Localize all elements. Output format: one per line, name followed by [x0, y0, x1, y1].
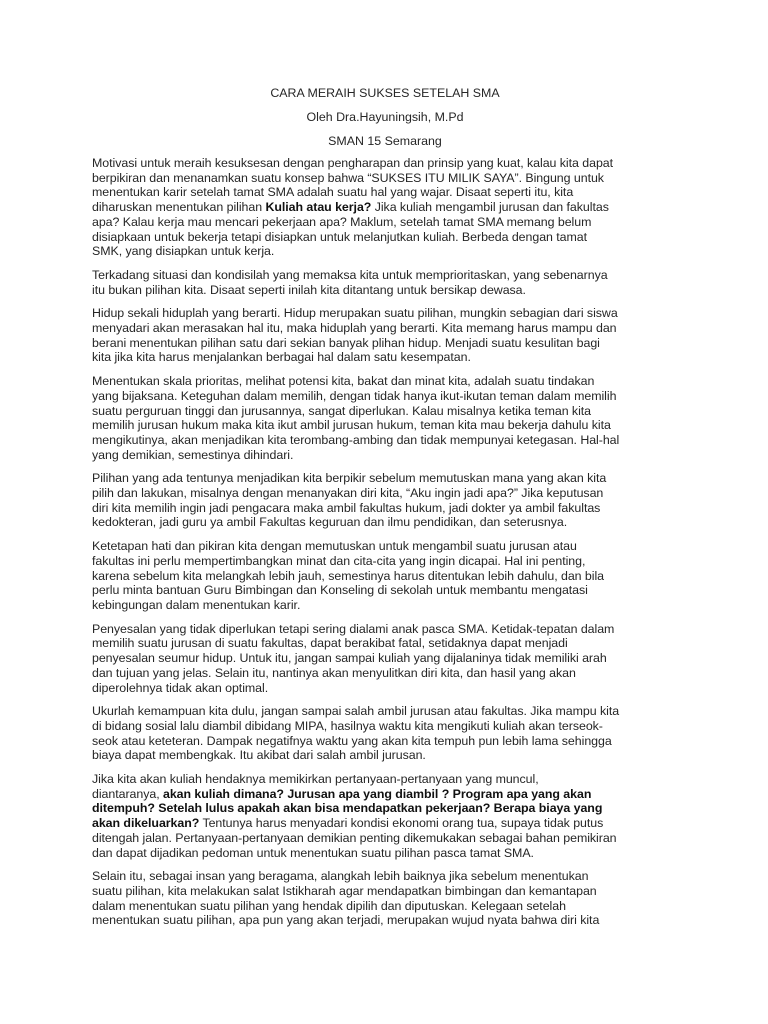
document-title: CARA MERAIH SUKSES SETELAH SMA	[270, 86, 500, 100]
document-page	[92, 86, 678, 937]
paragraph-text: Hidup sekali hiduplah yang berarti. Hidup merupakan suatu pilihan, mungkin sebagian dari siswa menyadari akan merasakan hal itu, maka hiduplah yang berarti. Kita memang harus mampu dan berani menentukan pilihan satu dari sekian banyak plihan hidup. Menjadi suatu kesulitan bagi kita jika kita harus menjalankan berbagai hal dalam satu kesempatan.	[92, 306, 618, 365]
bold-text: Kuliah atau kerja?	[265, 200, 372, 215]
paragraph	[92, 374, 678, 462]
paragraph	[92, 772, 678, 860]
paragraph-text: Terkadang situasi dan kondisilah yang memaksa kita untuk memprioritaskan, yang sebenarnya itu bukan pilihan kita. Disaat seperti inilah kita ditantang untuk bersikap dewasa.	[92, 267, 608, 297]
bold-text: akan kuliah dimana? Jurusan apa yang diambil ? Program apa yang akan ditempuh? Setelah lulus apakah akan bisa mendapatkan pekerjaan? Berapa biaya yang akan dikeluarkan?	[92, 786, 603, 831]
document-body	[92, 156, 678, 928]
paragraph	[92, 622, 678, 696]
document-author: Oleh Dra.Hayuningsih, M.Pd	[306, 110, 464, 124]
paragraph-text: Ketetapan hati dan pikiran kita dengan memutuskan untuk mengambil suatu jurusan atau fakultas ini perlu mempertimbangkan minat dan cita-cita yang ingin dicapai. Hal ini penting, karena sebelum kita melangkah lebih jauh, semestinya harus ditentukan lebih dahulu, dan bila perlu minta bantuan Guru Bimbingan dan Konseling di sekolah untuk membantu mengatasi kebingungan dalam menentukan karir.	[92, 539, 605, 612]
paragraph-text: Penyesalan yang tidak diperlukan tetapi sering dialami anak pasca SMA. Ketidak-tepatan dalam memilih suatu jurusan di suatu fakultas, dapat berakibat fatal, setidaknya dapat menjadi penyesalan seumur hidup. Untuk itu, jangan sampai kuliah yang dijalaninya tidak memiliki arah dan tujuan yang jelas. Selain itu, nantinya akan menyulitkan diri kita, dan hasil yang akan diperolehnya tidak akan optimal.	[92, 621, 615, 695]
paragraph	[92, 539, 678, 613]
paragraph	[92, 156, 678, 259]
paragraph-text: Ukurlah kemampuan kita dulu, jangan sampai salah ambil jurusan atau fakultas. Jika mampu kita di bidang sosial lalu diambil dibidang MIPA, hasilnya waktu kita mengikuti kuliah akan terseok- seok atau keteteran. Dampak negatifnya waktu yang akan kita tempuh pun lebih lama sehingga biaya dapat membengkak. Itu akibat dari salah ambil jurusan.	[92, 704, 620, 763]
paragraph-text: Menentukan skala prioritas, melihat potensi kita, bakat dan minat kita, adalah suatu tindakan yang bijaksana. Keteguhan dalam memilih, dengan tidak hanya ikut-ikutan teman dalam memilih suatu perguruan tinggi dan jurusannya, sangat diperlukan. Kalau misalnya ketika teman kita memilih jurusan hukum maka kita ikut ambil jurusan hukum, teman kita mau bekerja dahulu kita mengikutinya, akan menjadikan kita terombang-ambing dan tidak mempunyai ketegasan. Hal-hal yang demikian, semestinya dihindari.	[92, 374, 620, 462]
paragraph	[92, 306, 678, 365]
paragraph	[92, 268, 678, 297]
paragraph	[92, 704, 678, 763]
document-school: SMAN 15 Semarang	[328, 134, 442, 148]
paragraph-text: Tentunya harus menyadari kondisi ekonomi orang tua, supaya tidak putus ditengah jalan. Pertanyaan-pertanyaan demikian penting dikemukakan sebagai bahan pemikiran dan dapat dijadikan pedoman untuk menentukan suatu pilihan pasca tamat SMA.	[92, 816, 617, 860]
paragraph-text: Pilihan yang ada tentunya menjadikan kita berpikir sebelum memutuskan mana yang akan kita pilih dan lakukan, misalnya dengan menanyakan diri kita, “Aku ingin jadi apa?” Jika keputusan diri kita memilih ingin jadi pengacara maka ambil fakultas hukum, jadi dokter ya ambil fakultas kedokteran, jadi guru ya ambil Fakultas keguruan dan ilmu pendidikan, dan seterusnya.	[92, 471, 607, 530]
paragraph-text: Selain itu, sebagai insan yang beragama, alangkah lebih baiknya jika sebelum menentukan suatu pilihan, kita melakukan salat Istikharah agar mendapatkan bimbingan dan kemantapan dalam menentukan suatu pilihan yang hendak dipilih dan diputuskan. Kelegaan setelah menentukan suatu pilihan, apa pun yang akan terjadi, merupakan wujud nyata bahwa diri kita	[92, 869, 600, 928]
paragraph	[92, 869, 678, 928]
paragraph-text: Jika kuliah mengambil jurusan dan fakultas apa? Kalau kerja mau mencari pekerjaan apa? Maklum, setelah tamat SMA memang belum disiapkaan untuk bekerja tetapi disiapkan untuk melanjutkan kuliah. Berbeda dengan tamat SMK, yang disiapkan untuk kerja.	[92, 200, 609, 259]
paragraph-text: Jika kita akan kuliah hendaknya memikirkan pertanyaan-pertanyaan yang muncul, diantaranya,	[92, 772, 539, 801]
paragraph-text: Motivasi untuk meraih kesuksesan dengan pengharapan dan prinsip yang kuat, kalau kita dapat berpikiran dan menanamkan suatu konsep bahwa “SUKSES ITU MILIK SAYA”. Bingung untuk menentukan karir setelah tamat SMA adalah suatu hal yang wajar. Disaat seperti itu, kita diharuskan menentukan pilihan	[92, 156, 614, 215]
paragraph	[92, 471, 678, 530]
